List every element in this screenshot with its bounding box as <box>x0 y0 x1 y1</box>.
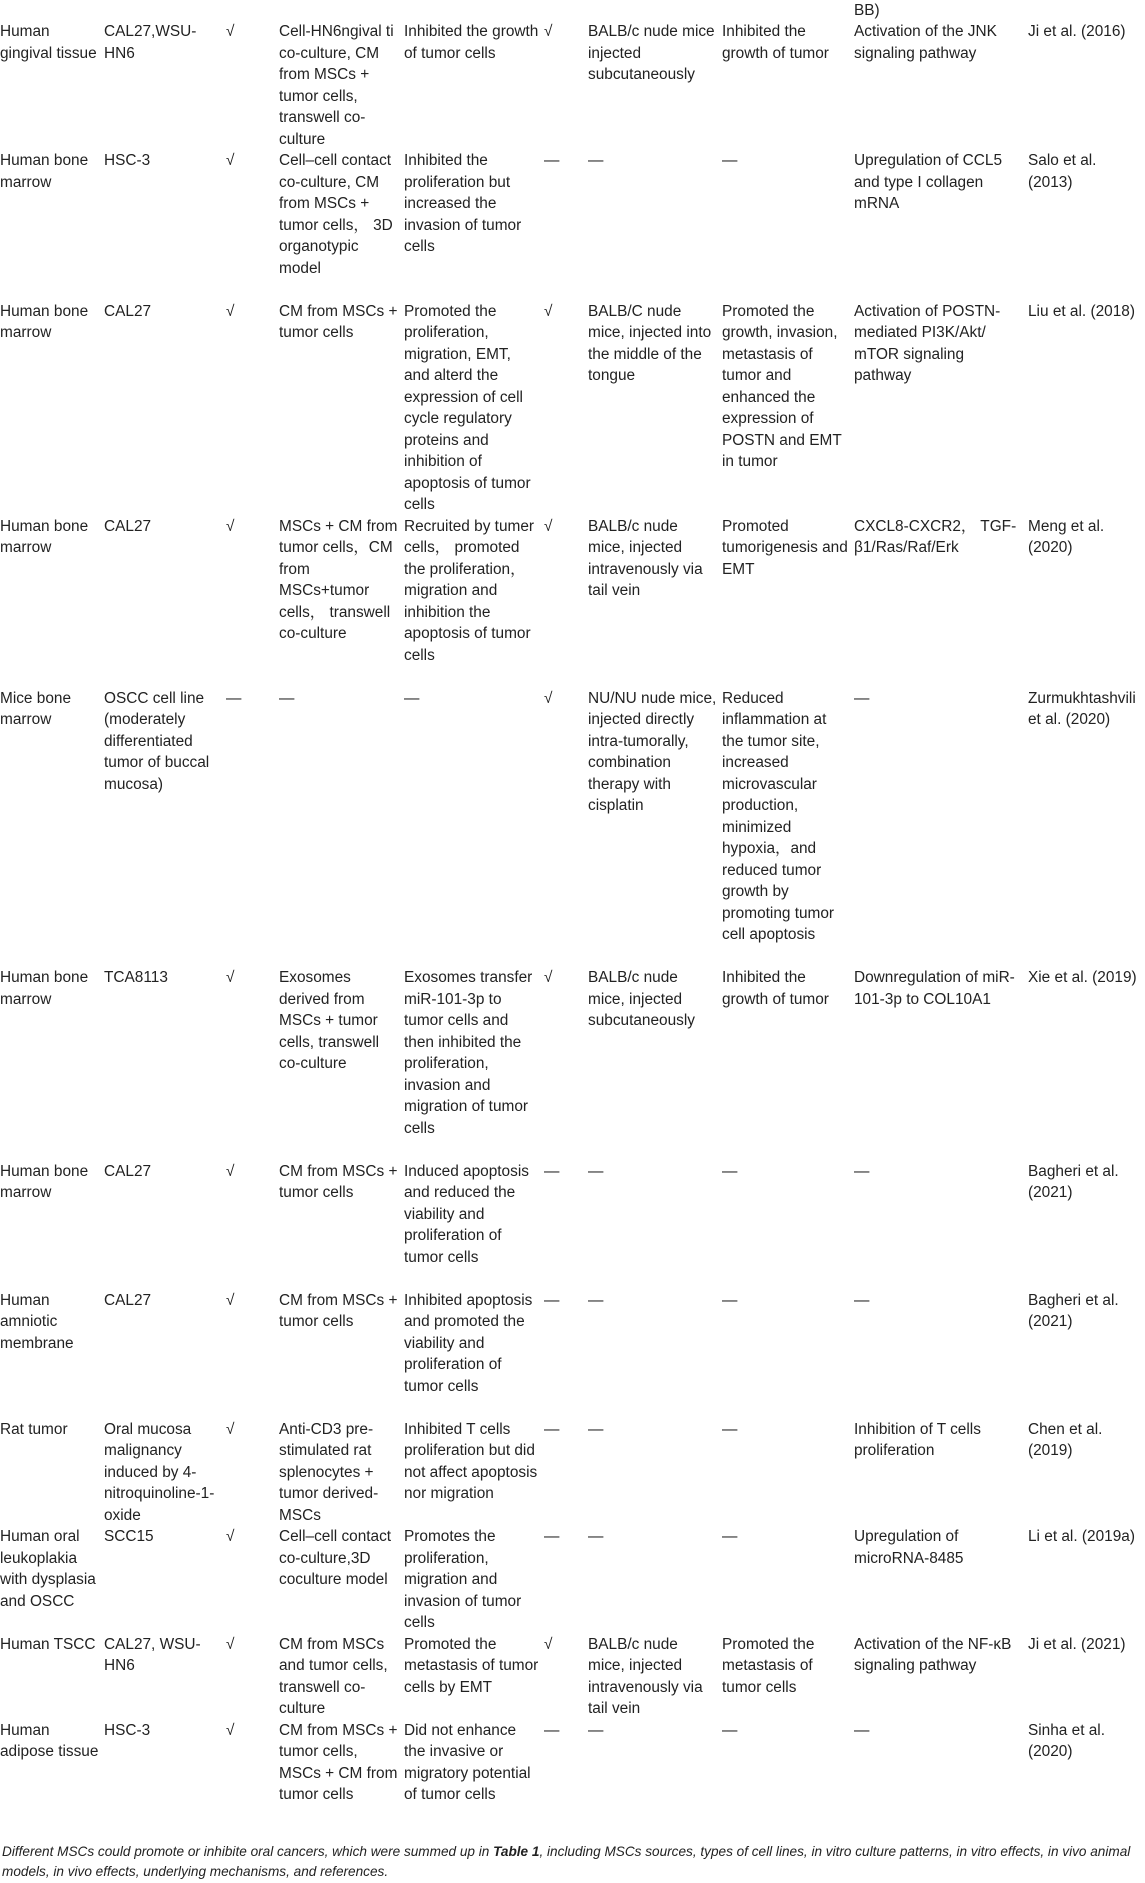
invitro-effect-cell: Did not enhance the invasive or migratory potential of tumor cells <box>404 1721 531 1803</box>
table-row <box>0 1634 1145 1720</box>
table-caption <box>2 1842 1143 1882</box>
invitro-effect-cell: Promoted the proliferation, migration, EMT, and alterd the expression of cell cycle regulatory proteins and inhibition of apoptosis of tumor cells <box>404 302 531 513</box>
animal-model-cell: NU/NU nude mice, injected directly intra-tumorally, combination therapy with cisplatin <box>588 689 717 814</box>
invitro-check-cell: √ <box>226 969 235 986</box>
source-cell: Human gingival tissue <box>0 23 97 62</box>
invitro-effect-cell: Induced apoptosis and reduced the viability and proliferation of tumor cells <box>404 1162 529 1266</box>
cell-line-cell <box>104 0 226 21</box>
invivo-effect-cell: Promoted the metastasis of tumor cells <box>722 1635 815 1696</box>
mechanism-cell: CXCL8-CXCR2， TGF-β1/Ras/Raf/Erk <box>854 517 1017 556</box>
animal-model-cell: — <box>588 1721 604 1739</box>
invivo-effect-cell: — <box>722 1721 738 1739</box>
animal-model-cell: — <box>588 1291 604 1309</box>
invivo-effect-cell: Promoted tumorigenesis and EMT <box>722 517 848 578</box>
culture-pattern-cell: CM from MSCs + tumor cells, MSCs + CM from tumor cells <box>279 1721 398 1803</box>
reference-cell: Xie et al. (2019) <box>1028 969 1137 986</box>
invivo-effect-cell: — <box>722 152 738 169</box>
reference-cell: Salo et al. (2013) <box>1028 152 1097 191</box>
animal-model-cell: BALB/c nude mice, injected intravenously via tail vein <box>588 517 703 599</box>
source-cell: Human adipose tissue <box>0 1721 99 1760</box>
source-cell <box>0 0 104 21</box>
invivo-effect-cell: Promoted the growth, invasion, metastasis of tumor and enhanced the expression of POSTN and EMT in tumor <box>722 302 842 470</box>
invitro-effect-cell: Inhibited T cells proliferation but did not affect apoptosis nor migration <box>404 1420 538 1502</box>
culture-pattern-cell: CM from MSCs and tumor cells, transwell co-culture <box>279 1635 388 1717</box>
reference-cell: Ji et al. (2016) <box>1028 23 1126 40</box>
cell-line-cell: CAL27 <box>104 302 152 320</box>
invivo-effect-cell: — <box>722 1291 738 1309</box>
invitro-effect-cell: Recruited by tumer cells， promoted the proliferation， migration and inhibition the apoptosis of tumor cells <box>404 517 535 664</box>
cell-line-cell: CAL27,WSU-HN6 <box>104 23 197 62</box>
mechanism-cell: Inhibition of T cells proliferation <box>854 1420 981 1459</box>
invitro-check-cell <box>226 0 279 21</box>
mechanism-cell: Activation of the JNK signaling pathway <box>854 23 997 62</box>
invivo-effect-cell: Reduced inflammation at the tumor site, increased microvascular production, minimized hypoxia，and reduced tumor growth by promoting tumor cell apoptosis <box>722 689 835 943</box>
table-row <box>0 516 1145 688</box>
invitro-effect-cell: Inhibited apoptosis and promoted the viability and proliferation of tumor cells <box>404 1291 533 1395</box>
culture-pattern-cell: Exosomes derived from MSCs + tumor cells, transwell co-culture <box>279 969 380 1072</box>
table-row <box>0 301 1145 516</box>
reference-cell: Chen et al. (2019) <box>1028 1420 1103 1459</box>
mechanism-cell: Upregulation of CCL5 and type I collagen mRNA <box>854 152 1003 212</box>
table-row <box>0 1161 1145 1290</box>
invivo-effect-cell: Inhibited the growth of tumor <box>722 23 829 62</box>
animal-model-cell: BALB/c nude mice injected subcutaneously <box>588 23 715 83</box>
culture-pattern-cell: MSCs + CM from tumor cells，CM from MSCs+tumor cells， transwell co-culture <box>279 517 398 642</box>
source-cell: Rat tumor <box>0 1420 68 1438</box>
source-cell: Human bone marrow <box>0 302 89 341</box>
table-row <box>0 1419 1145 1527</box>
cell-line-cell: CAL27, WSU-HN6 <box>104 1635 201 1674</box>
reference-cell: Ji et al. (2021) <box>1028 1635 1126 1653</box>
invitro-effect-cell: Promotes the proliferation, migration and invasion of tumor cells <box>404 1528 522 1631</box>
invivo-check-cell: √ <box>544 1635 553 1653</box>
culture-pattern-cell: CM from MSCs + tumor cells <box>279 1291 398 1330</box>
cell-line-cell: CAL27 <box>104 1162 152 1180</box>
culture-pattern-cell: Cell–cell contact co-culture, CM from MSCs + tumor cells， 3D organotypic model <box>279 152 393 277</box>
reference-cell: Sinha et al. (2020) <box>1028 1721 1106 1760</box>
table-row <box>0 688 1145 968</box>
invivo-check-cell: √ <box>544 23 553 40</box>
culture-pattern-cell <box>279 0 404 21</box>
invivo-effect-cell: — <box>722 1162 738 1180</box>
invitro-check-cell: √ <box>226 1291 235 1309</box>
reference-cell: Bagheri et al. (2021) <box>1028 1162 1119 1201</box>
cell-line-cell: TCA8113 <box>104 969 168 986</box>
invitro-check-cell: √ <box>226 302 235 320</box>
caption-text-end: , including MSCs sources, types of cell lines, in vitro culture patterns, in vitro effects, in vivo animal models, in vivo effects, underlying mechanisms, and references. <box>2 1844 1131 1879</box>
table-row <box>0 150 1145 301</box>
cell-line-cell: Oral mucosa malignancy induced by 4-nitroquinoline-1-oxide <box>104 1420 215 1524</box>
invitro-effect-cell: Promoted the metastasis of tumor cells by EMT <box>404 1635 539 1696</box>
invitro-check-cell: √ <box>226 1162 235 1180</box>
animal-model-cell: — <box>588 152 604 169</box>
invitro-effect-cell: Exosomes transfer miR-101-3p to tumor cells and then inhibited the proliferation, invasion and migration of tumor cells <box>404 969 533 1137</box>
culture-pattern-cell: Anti-CD3 pre-stimulated rat splenocytes + tumor derived-MSCs <box>279 1420 379 1524</box>
invivo-effect-cell: Inhibited the growth of tumor <box>722 969 829 1008</box>
culture-pattern-cell: Cell–cell contact co-culture,3D coculture model <box>279 1528 392 1588</box>
invivo-effect-cell <box>722 0 854 21</box>
animal-model-cell: BALB/c nude mice, injected intravenously via tail vein <box>588 1635 703 1717</box>
culture-pattern-cell: — <box>279 689 295 707</box>
invivo-check-cell: √ <box>544 969 553 986</box>
reference-cell: Meng et al. (2020) <box>1028 517 1105 556</box>
source-cell: Human oral leukoplakia with dysplasia and OSCC <box>0 1528 96 1610</box>
invivo-effect-cell: — <box>722 1528 738 1545</box>
mechanism-cell: — <box>854 1162 870 1180</box>
reference-cell: Li et al. (2019a) <box>1028 1528 1135 1545</box>
reference-cell <box>1028 0 1145 21</box>
table-row <box>0 1526 1145 1634</box>
caption-text: Different MSCs could promote or inhibite oral cancers, which were summed up in <box>2 1844 494 1859</box>
mechanism-cell: — <box>854 689 870 707</box>
invivo-check-cell: √ <box>544 517 553 535</box>
table-row <box>0 1290 1145 1419</box>
invitro-check-cell: √ <box>226 1721 235 1739</box>
invitro-check-cell: √ <box>226 23 235 40</box>
source-cell: Human bone marrow <box>0 517 89 556</box>
mechanism-cell: Upregulation of microRNA-8485 <box>854 1528 964 1567</box>
invivo-effect-cell: — <box>722 1420 738 1438</box>
table-row <box>0 967 1145 1161</box>
invitro-check-cell: √ <box>226 1528 235 1545</box>
animal-model-cell: BALB/c nude mice, injected subcutaneously <box>588 969 695 1029</box>
invivo-check-cell: — <box>544 1162 560 1180</box>
invitro-effect-cell: Inhibited the proliferation but increased the invasion of tumor cells <box>404 152 522 255</box>
mechanism-cell: — <box>854 1291 870 1309</box>
culture-pattern-cell: CM from MSCs + tumor cells <box>279 302 398 341</box>
mechanism-cell: Activation of POSTN-mediated PI3K/Akt/ mTOR signaling pathway <box>854 302 1001 384</box>
table-row <box>0 21 1145 150</box>
source-cell: Human amniotic membrane <box>0 1291 74 1352</box>
invitro-check-cell: √ <box>226 1635 235 1653</box>
cell-line-cell: HSC-3 <box>104 1721 151 1739</box>
animal-model-cell <box>588 0 722 21</box>
animal-model-cell: — <box>588 1420 604 1438</box>
reference-cell: Bagheri et al. (2021) <box>1028 1291 1119 1330</box>
invivo-check-cell: √ <box>544 302 553 320</box>
table-row <box>0 0 1145 21</box>
reference-cell: Liu et al. (2018) <box>1028 302 1135 320</box>
animal-model-cell: — <box>588 1528 604 1545</box>
source-cell: Human TSCC <box>0 1635 96 1653</box>
invivo-check-cell: — <box>544 152 560 169</box>
table-row <box>0 1720 1145 1828</box>
invitro-effect-cell <box>404 0 544 21</box>
culture-pattern-cell: Cell-HN6ngival ti co-culture, CM from MSCs + tumor cells, transwell co-culture <box>279 23 394 148</box>
culture-pattern-cell: CM from MSCs + tumor cells <box>279 1162 398 1201</box>
invivo-check-cell: — <box>544 1721 560 1739</box>
cell-line-cell: HSC-3 <box>104 152 151 169</box>
reference-cell: Zurmukhtashvili et al. (2020) <box>1028 689 1136 728</box>
animal-model-cell: — <box>588 1162 604 1180</box>
cell-line-cell: CAL27 <box>104 517 152 535</box>
invitro-check-cell: √ <box>226 517 235 535</box>
source-cell: Human bone marrow <box>0 152 89 191</box>
cell-line-cell: SCC15 <box>104 1528 154 1545</box>
source-cell: Mice bone marrow <box>0 689 72 728</box>
invivo-check-cell: — <box>544 1291 560 1309</box>
mechanism-cell: Activation of the NF-κB signaling pathway <box>854 1635 1012 1674</box>
mechanism-cell: Downregulation of miR-101-3p to COL10A1 <box>854 969 1015 1008</box>
mechanism-cell: — <box>854 1721 870 1739</box>
caption-table-ref[interactable]: Table 1 <box>493 1844 540 1859</box>
cell-line-cell: OSCC cell line (moderately differentiated tumor of buccal mucosa) <box>104 689 210 793</box>
invivo-check-cell: √ <box>544 689 553 707</box>
cell-line-cell: CAL27 <box>104 1291 152 1309</box>
source-cell: Human bone marrow <box>0 969 89 1008</box>
invitro-effect-cell: Inhibited the growth of tumor cells <box>404 23 539 62</box>
invivo-check-cell <box>544 0 588 21</box>
animal-model-cell: BALB/C nude mice, injected into the middle of the tongue <box>588 302 712 384</box>
mechanism-cell: BB) <box>854 1 880 19</box>
source-cell: Human bone marrow <box>0 1162 89 1201</box>
invitro-check-cell: √ <box>226 152 235 169</box>
invivo-check-cell: — <box>544 1528 560 1545</box>
invivo-check-cell: — <box>544 1420 560 1438</box>
invitro-check-cell: √ <box>226 1420 235 1438</box>
invitro-effect-cell: — <box>404 689 420 707</box>
invitro-check-cell: — <box>226 689 242 707</box>
